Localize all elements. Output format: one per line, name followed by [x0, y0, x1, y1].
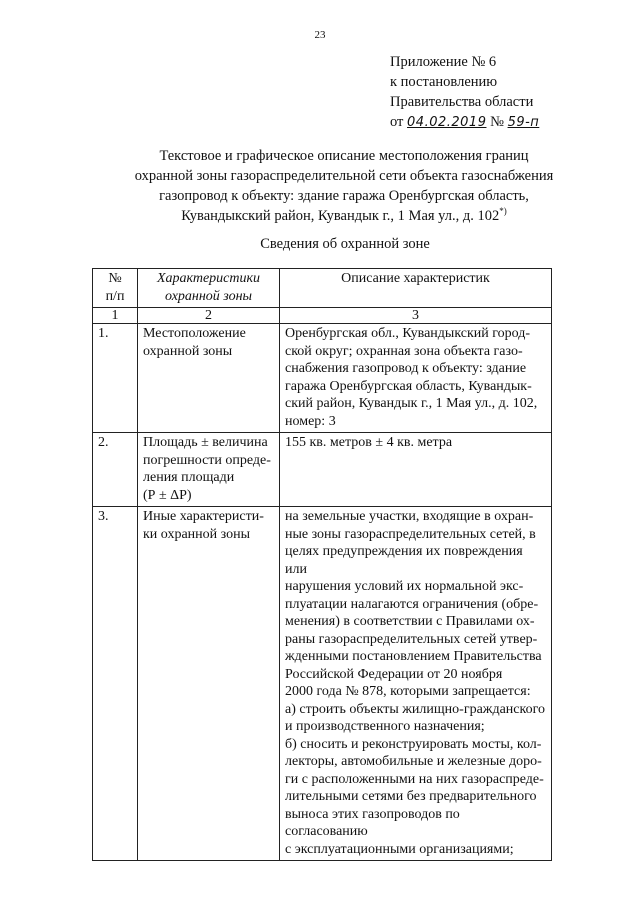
table-row	[93, 507, 552, 861]
appendix-line-2: к постановлению	[390, 74, 498, 90]
document-title	[0, 146, 640, 226]
row-number: 1.	[93, 324, 138, 433]
title-line-1: Текстовое и графическое описание местоположения границ	[159, 148, 529, 164]
column-number: 2	[138, 308, 280, 324]
date-prefix: от	[390, 114, 404, 130]
handwritten-date: 04.02.2019	[407, 115, 487, 130]
footnote-mark: *)	[499, 206, 507, 217]
header-number: № п/п	[93, 269, 138, 308]
protection-zone-table	[92, 268, 552, 861]
row-characteristic: Иные характеристи- ки охранной зоны	[138, 507, 280, 861]
column-number: 1	[93, 308, 138, 324]
row-description: на земельные участки, входящие в охран- ные зоны газораспределительных сетей, в целях предупреждения их повреждения или нарушения условий их нормальной экс- плуатации налагаются ограничения (обре- менения) в соответствии с Правилами ох- раны газораспределительных сетей утвер- жденными постановлением Правительства Российской Федерации от 20 ноября 2000 года № 878, которыми запрещается: а) строить объекты жилищно-гражданского и производственного назначения; б) сносить и реконструировать мосты, кол- лекторы, автомобильные и железные доро- ги с расположенными на них газораспреде- лительными сетями без предварительного выноса этих газопроводов по согласованию с эксплуатационными организациями;	[280, 507, 552, 861]
appendix-line-3: Правительства области	[390, 94, 534, 110]
row-number: 2.	[93, 433, 138, 507]
column-number-row	[93, 308, 552, 324]
section-subtitle: Сведения об охранной зоне	[260, 236, 430, 252]
row-description: 155 кв. метров ± 4 кв. метра	[280, 433, 552, 507]
appendix-date-line	[390, 112, 539, 133]
table-row	[93, 433, 552, 507]
table-header-row	[93, 269, 552, 308]
handwritten-number: 59-п	[507, 115, 540, 130]
title-line-2: охранной зоны газораспределительной сети объекта газоснабжения	[134, 168, 554, 184]
page-number: 23	[314, 29, 326, 41]
number-prefix: №	[490, 114, 504, 130]
title-line-4-text: Кувандыкский район, Кувандык г., 1 Мая ул., д. 102	[181, 208, 500, 224]
appendix-line-1: Приложение № 6	[390, 54, 497, 70]
title-line-3: газопровод к объекту: здание гаража Оренбургская область,	[159, 188, 529, 204]
row-characteristic: Местоположение охранной зоны	[138, 324, 280, 433]
header-characteristics: Характеристики охранной зоны	[138, 269, 280, 308]
header-description: Описание характеристик	[280, 269, 552, 308]
row-number: 3.	[93, 507, 138, 861]
title-line-4	[0, 206, 640, 226]
column-number: 3	[280, 308, 552, 324]
appendix-header	[390, 52, 539, 133]
row-characteristic: Площадь ± величина погрешности опреде- ления площади (Р ± ΔР)	[138, 433, 280, 507]
table-row	[93, 324, 552, 433]
row-description: Оренбургская обл., Кувандыкский город- ской округ; охранная зона объекта газо- снабжения газопровод к объекту: здание гаража Оренбургская область, Кувандык- ский район, Кувандык г., 1 Мая ул., д. 102, номер: 3	[280, 324, 552, 433]
